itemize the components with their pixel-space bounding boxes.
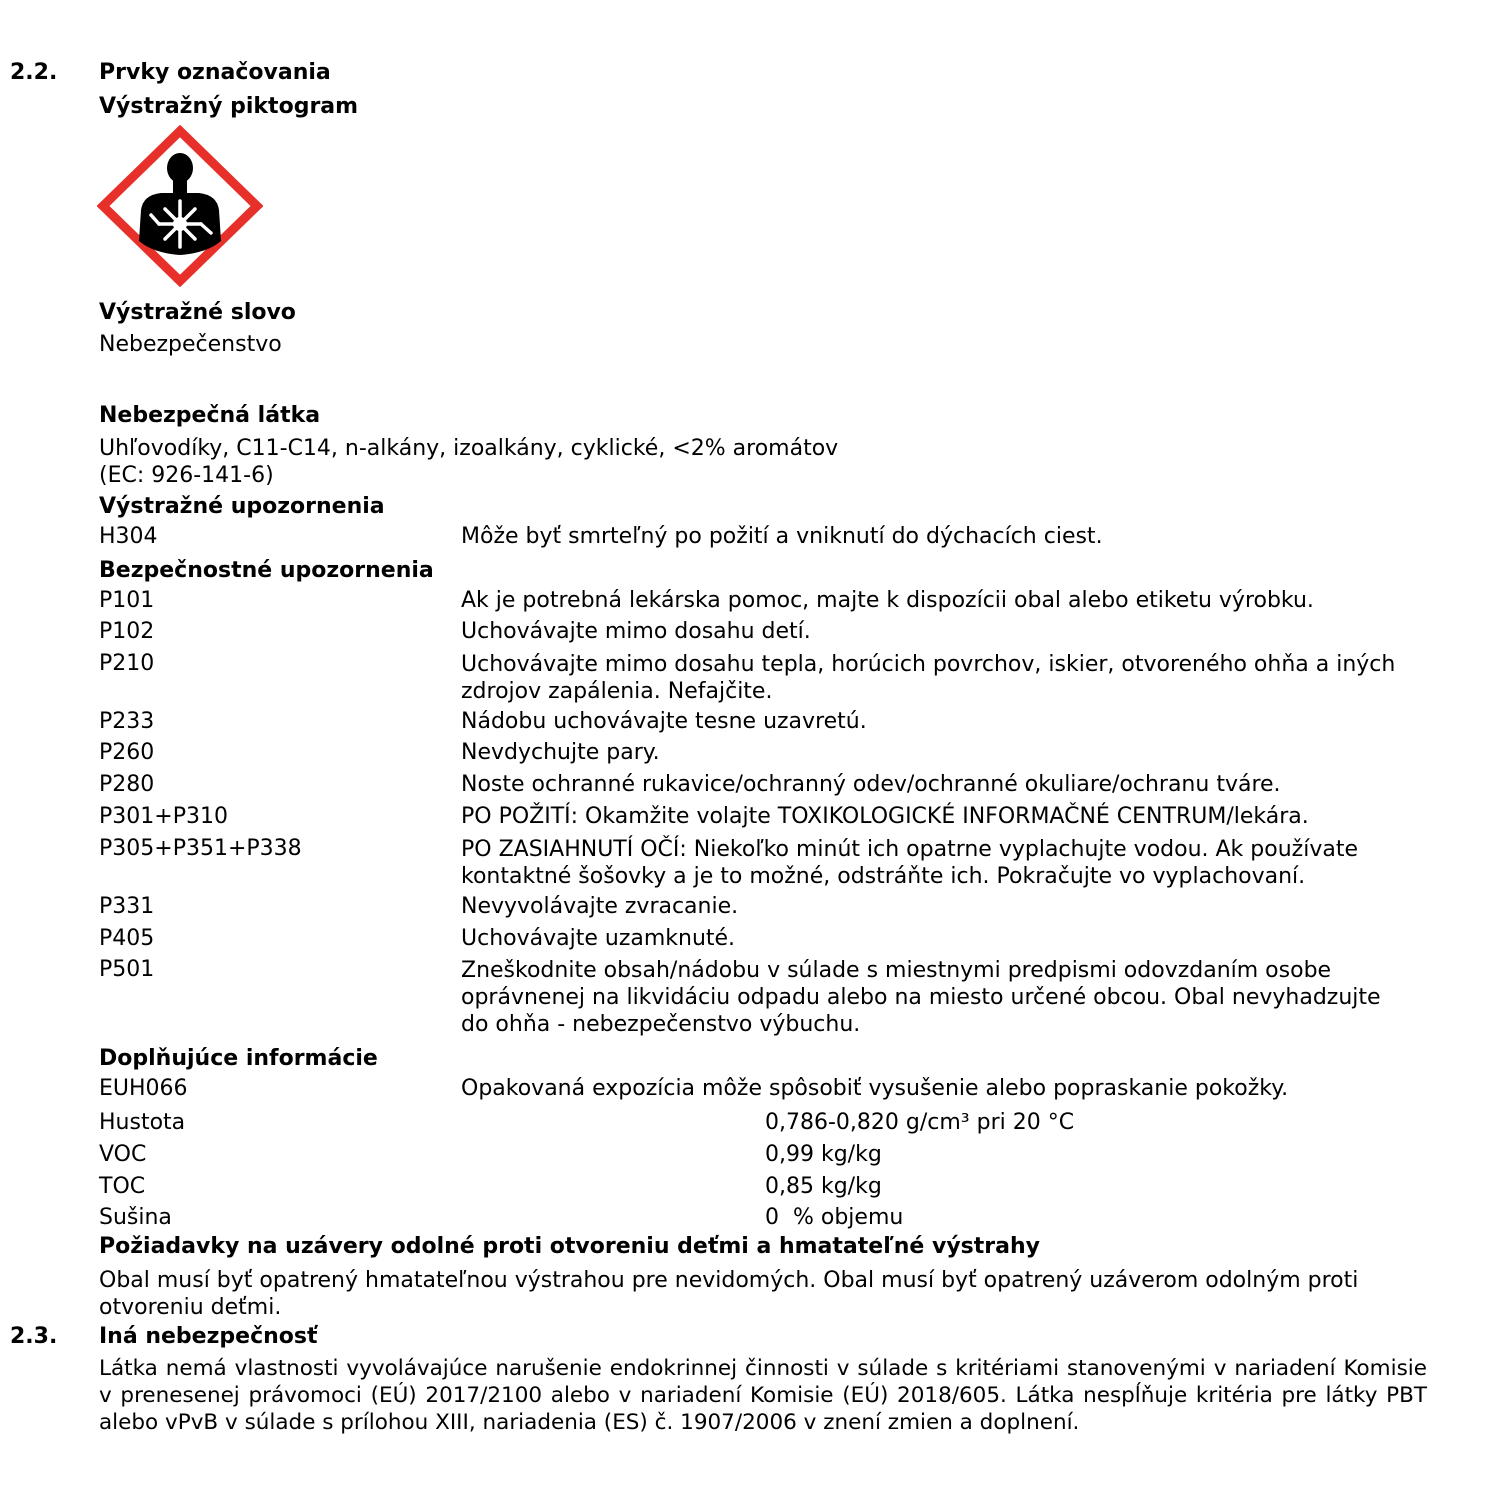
- other-hazards-text: Látka nemá vlastnosti vyvolávajúce narušenie endokrinnej činnosti v súlade s kritériami stanovenými v nariadení Komisie v prenesenej právomoci (EÚ) 2017/2100 alebo v nariadení Komisie (EÚ) 2018/605. Látka nespĺňuje kritéria pre látky PBT alebo vPvB v súlade s prílohou XIII, nariadenia (ES) č. 1907/2006 v znení zmien a doplnení.: [99, 1356, 1427, 1435]
- statement-text: Uchovávajte mimo dosahu detí.: [461, 619, 811, 644]
- statement-text: Nádobu uchovávajte tesne uzavretú.: [461, 709, 867, 734]
- property-label: Sušina: [99, 1205, 172, 1230]
- precautionary-statements-heading: Bezpečnostné upozornenia: [99, 558, 434, 583]
- statement-code: P301+P310: [99, 804, 228, 829]
- statement-code: H304: [99, 524, 158, 549]
- statement-code: EUH066: [99, 1076, 188, 1101]
- section-number-2-3: 2.3.: [10, 1324, 58, 1349]
- hazardous-substance-heading: Nebezpečná látka: [99, 403, 321, 428]
- statement-code: P102: [99, 619, 155, 644]
- statement-code: P210: [99, 651, 155, 676]
- statement-text: Ak je potrebná lekárska pomoc, majte k dispozícii obal alebo etiketu výrobku.: [461, 588, 1314, 613]
- section-number-2-2: 2.2.: [10, 60, 58, 85]
- property-label: Hustota: [99, 1110, 186, 1135]
- hazardous-substance-ec: (EC: 926-141-6): [99, 463, 274, 488]
- pictogram-heading: Výstražný piktogram: [99, 94, 359, 119]
- section-title-label-elements: Prvky označovania: [99, 60, 331, 85]
- property-value: 0,786-0,820 g/cm³ pri 20 °C: [765, 1110, 1075, 1135]
- property-value: 0 % objemu: [765, 1205, 904, 1230]
- statement-code: P101: [99, 588, 155, 613]
- statement-text: Uchovávajte uzamknuté.: [461, 926, 736, 951]
- statement-text: PO ZASIAHNUTÍ OČÍ: Niekoľko minút ich opatrne vyplachujte vodou. Ak používate kontaktné šošovky a je to možné, odstráňte ich. Pokračujte vo vyplachovaní.: [461, 837, 1358, 889]
- statement-text: Môže byť smrteľný po požití a vniknutí do dýchacích ciest.: [461, 524, 1103, 549]
- signal-word: Nebezpečenstvo: [99, 332, 282, 357]
- statement-text: Nevdychujte pary.: [461, 740, 660, 765]
- property-value: 0,99 kg/kg: [765, 1142, 882, 1167]
- statement-text: Noste ochranné rukavice/ochranný odev/ochranné okuliare/ochranu tváre.: [461, 772, 1281, 797]
- statement-code: P280: [99, 772, 155, 797]
- statement-text: Nevyvolávajte zvracanie.: [461, 894, 739, 919]
- statement-code: P233: [99, 709, 155, 734]
- child-resistant-text: Obal musí byť opatrený hmatateľnou výstrahou pre nevidomých. Obal musí byť opatrený uzáverom odolným proti otvoreniu deťmi.: [99, 1268, 1359, 1320]
- section-title-other-hazards: Iná nebezpečnosť: [99, 1324, 318, 1349]
- statement-code: P405: [99, 926, 155, 951]
- signal-word-heading: Výstražné slovo: [99, 300, 296, 325]
- health-hazard-icon: [97, 125, 263, 287]
- hazard-statements-heading: Výstražné upozornenia: [99, 494, 385, 519]
- statement-text: Zneškodnite obsah/nádobu v súlade s miestnymi predpismi odovzdaním osobe oprávnenej na likvidáciu odpadu alebo na miesto určené obcou. Obal nevyhadzujte do ohňa - nebezpečenstvo výbuchu.: [461, 958, 1381, 1037]
- property-label: VOC: [99, 1142, 147, 1167]
- property-label: TOC: [99, 1174, 146, 1199]
- statement-text: Opakovaná expozícia môže spôsobiť vysušenie alebo popraskanie pokožky.: [461, 1076, 1289, 1101]
- supplemental-info-heading: Doplňujúce informácie: [99, 1046, 378, 1071]
- statement-code: P305+P351+P338: [99, 836, 302, 861]
- child-resistant-heading: Požiadavky na uzávery odolné proti otvoreniu deťmi a hmatateľné výstrahy: [99, 1234, 1040, 1259]
- statement-text: PO POŽITÍ: Okamžite volajte TOXIKOLOGICKÉ INFORMAČNÉ CENTRUM/lekára.: [461, 804, 1309, 829]
- statement-code: P260: [99, 740, 155, 765]
- property-value: 0,85 kg/kg: [765, 1174, 882, 1199]
- hazardous-substance-name: Uhľovodíky, C11-C14, n-alkány, izoalkány, cyklické, <2% aromátov: [99, 436, 839, 461]
- statement-code: P331: [99, 894, 155, 919]
- statement-code: P501: [99, 957, 155, 982]
- statement-text: Uchovávajte mimo dosahu tepla, horúcich povrchov, iskier, otvoreného ohňa a iných zdrojov zapálenia. Nefajčite.: [461, 652, 1396, 704]
